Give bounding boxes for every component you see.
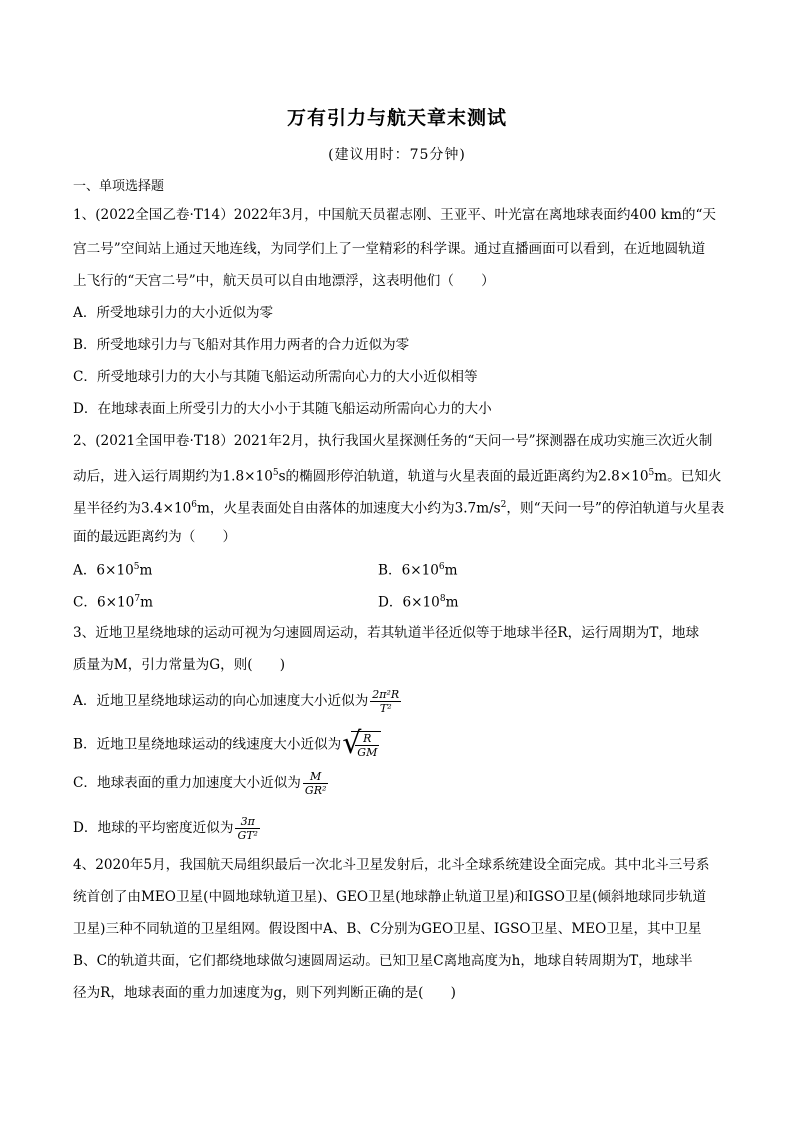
q1-line-1: 1、(2022全国乙卷·T14）2022年3月，中国航天员翟志刚、王亚平、叶光富在离地球表面约400 km的“天 [73, 207, 717, 223]
q1-option-c: C．所受地球引力的大小与其随飞船运动所需向心力的大小近似相等 [73, 369, 478, 385]
q4-line-2: 统首创了由MEO卫星(中圆地球轨道卫星)、GEO卫星(地球静止轨道卫星)和IGSO卫星(倾斜地球同步轨道 [73, 889, 707, 905]
formula-fraction: $\frac{M}{\text{GR²}}$ [304, 770, 327, 797]
page-title: 万有引力与航天章末测试 [286, 107, 507, 129]
q4-line-3: 卫星)三种不同轨道的卫星组网。假设图中A、B、C分别为GEO卫星、IGSO卫星、MEO卫星，其中卫星 [73, 921, 702, 937]
q2-option-c: C．$6\times 10^7m$ [73, 594, 153, 611]
q2-line-2: 动后，进入运行周期约为$1.8\times 10^5s$的椭圆形停泊轨道，轨道与火星表面的最近距离约为$2.8\times 10^5m$。已知火 [73, 468, 722, 485]
q2-option-d: D．$6\times 10^8m$ [378, 594, 459, 611]
q3-option-b: B．近地卫星绕地球运动的线速度大小近似为 √ $\frac{R}{GM}$ [73, 731, 381, 759]
q3-line-1: 3、近地卫星绕地球的运动可视为匀速圆周运动，若其轨道半径近似等于地球半径R，运行周期为T，地球 [73, 625, 700, 641]
q1-option-b: B．所受地球引力与飞船对其作用力两者的合力近似为零 [73, 337, 410, 353]
q2-option-a: A．$6\times 10^5m$ [73, 562, 153, 579]
q2-option-b: B．$6\times 10^6m$ [378, 562, 458, 579]
q4-line-4: B、C的轨道共面，它们都绕地球做匀速圆周运动。已知卫星C离地高度为h，地球自转周期为T，地球半 [73, 953, 693, 969]
q1-line-2: 宫二号”空间站上通过天地连线，为同学们上了一堂精彩的科学课。通过直播画面可以看到，在近地圆轨道 [73, 241, 706, 257]
q2-line-4: 面的最远距离约为（ ） [73, 529, 237, 545]
q3-option-d: D．地球的平均密度近似为 $\frac{3\pi}{\text{GT²}}$ [73, 815, 258, 842]
q2-line-1: 2、(2021全国甲卷·T18）2021年2月，执行我国火星探测任务的“天问一号”探测器在成功实施三次近火制 [73, 433, 713, 449]
formula-sqrt: √ $\frac{R}{GM}$ [351, 731, 381, 759]
page-subtitle: (建议用时：75分钟) [328, 147, 466, 163]
q4-line-1: 4、2020年5月，我国航天局组织最后一次北斗卫星发射后，北斗全球系统建设全面完成。其中北斗三号系 [73, 857, 710, 873]
q3-line-2: 质量为M，引力常量为G，则( ) [73, 657, 286, 673]
q3-option-c: C．地球表面的重力加速度大小近似为 $\frac{M}{\text{GR²}}$ [73, 770, 327, 797]
q2-line-3: 星半径约为$3.4\times 10^6m$，火星表面处自由落体的加速度大小约为$3.7m/s^2$，则“天问一号”的停泊轨道与火星表 [73, 500, 725, 517]
q1-option-d: D．在地球表面上所受引力的大小小于其随飞船运动所需向心力的大小 [73, 401, 492, 417]
q4-line-5: 径为R，地球表面的重力加速度为g，则下列判断正确的是( ) [73, 985, 456, 1001]
q3-option-a: A．近地卫星绕地球运动的向心加速度大小近似为 $\frac{\text{2π²R}}{\text{T²}}$ [73, 688, 400, 715]
formula-fraction: $\frac{3\pi}{\text{GT²}}$ [237, 815, 258, 842]
section-heading: 一、单项选择题 [73, 179, 165, 194]
q1-option-a: A．所受地球引力的大小近似为零 [73, 305, 274, 321]
q1-line-3: 上飞行的“天宫二号”中，航天员可以自由地漂浮，这表明他们（ ） [73, 273, 495, 289]
formula-fraction: $\frac{\text{2π²R}}{\text{T²}}$ [372, 688, 400, 715]
